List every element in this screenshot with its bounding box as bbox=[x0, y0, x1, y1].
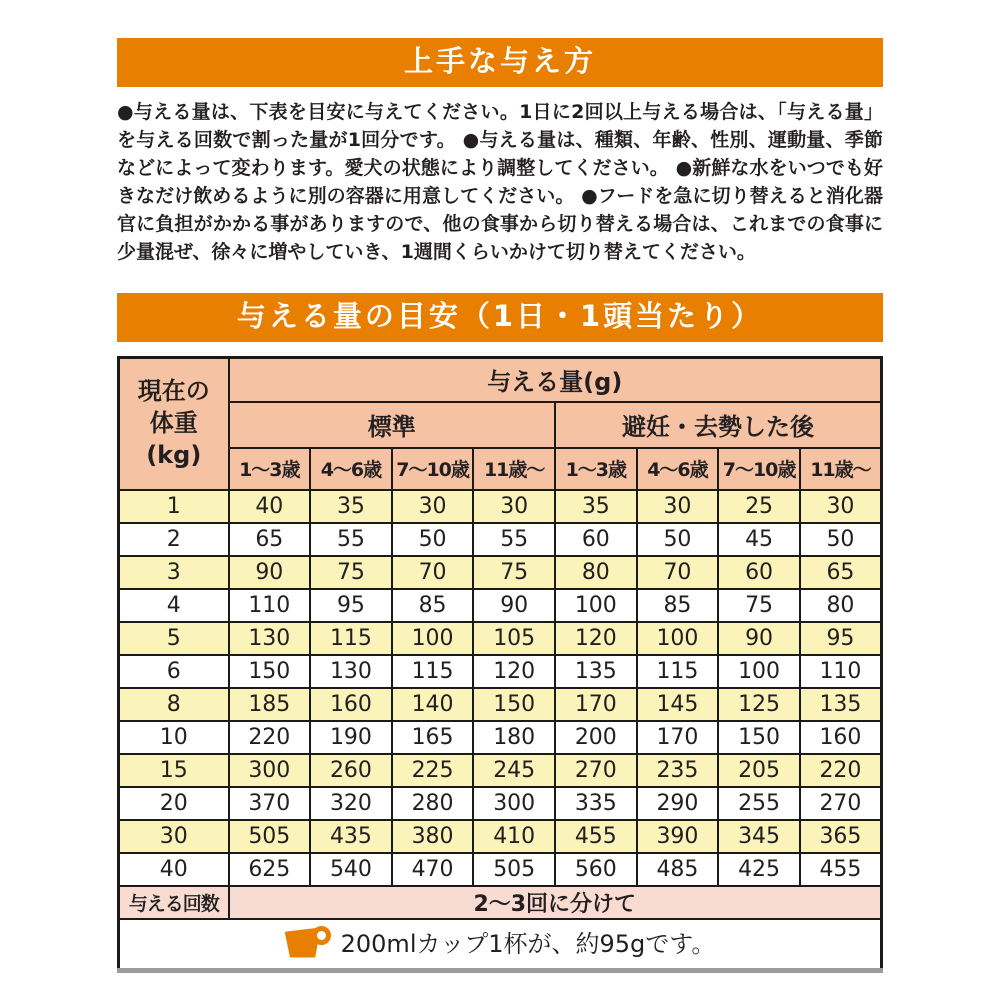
amount-cell: 115 bbox=[310, 622, 392, 655]
amount-cell: 80 bbox=[800, 589, 882, 622]
amount-cell: 90 bbox=[718, 622, 800, 655]
amount-cell: 225 bbox=[392, 754, 474, 787]
amount-cell: 280 bbox=[392, 787, 474, 820]
table-row bbox=[119, 622, 882, 655]
amount-cell: 345 bbox=[718, 820, 800, 853]
table-row bbox=[119, 721, 882, 754]
age-header: 7～10歳 bbox=[718, 448, 800, 490]
header-row-amount bbox=[119, 357, 882, 402]
amount-cell: 55 bbox=[310, 523, 392, 556]
amount-cell: 205 bbox=[718, 754, 800, 787]
amount-cell: 115 bbox=[637, 655, 719, 688]
amount-header: 与える量(g) bbox=[229, 357, 882, 402]
weight-cell: 2 bbox=[119, 523, 229, 556]
amount-cell: 270 bbox=[555, 754, 637, 787]
table-row bbox=[119, 787, 882, 820]
frequency-label: 与える回数 bbox=[119, 886, 229, 919]
amount-cell: 380 bbox=[392, 820, 474, 853]
amount-cell: 455 bbox=[555, 820, 637, 853]
amount-cell: 95 bbox=[800, 622, 882, 655]
weight-column-header bbox=[119, 357, 229, 490]
amount-cell: 85 bbox=[392, 589, 474, 622]
page bbox=[117, 0, 883, 973]
amount-cell: 625 bbox=[229, 853, 311, 886]
amount-cell: 55 bbox=[473, 523, 555, 556]
amount-cell: 40 bbox=[229, 490, 311, 523]
amount-cell: 410 bbox=[473, 820, 555, 853]
weight-header-line: 体重 bbox=[149, 408, 198, 437]
amount-cell: 100 bbox=[555, 589, 637, 622]
amount-cell: 30 bbox=[392, 490, 474, 523]
amount-cell: 390 bbox=[637, 820, 719, 853]
table-row bbox=[119, 820, 882, 853]
weight-cell: 1 bbox=[119, 490, 229, 523]
amount-cell: 220 bbox=[800, 754, 882, 787]
cup-note-row bbox=[119, 919, 882, 971]
amount-cell: 560 bbox=[555, 853, 637, 886]
amount-cell: 160 bbox=[800, 721, 882, 754]
amount-cell: 485 bbox=[637, 853, 719, 886]
amount-cell: 365 bbox=[800, 820, 882, 853]
amount-cell: 90 bbox=[229, 556, 311, 589]
amount-cell: 540 bbox=[310, 853, 392, 886]
feeding-frequency-row bbox=[119, 886, 882, 919]
weight-cell: 15 bbox=[119, 754, 229, 787]
amount-cell: 270 bbox=[800, 787, 882, 820]
group-header-standard: 標準 bbox=[229, 402, 556, 448]
weight-cell: 3 bbox=[119, 556, 229, 589]
amount-cell: 115 bbox=[392, 655, 474, 688]
amount-cell: 50 bbox=[800, 523, 882, 556]
amount-cell: 35 bbox=[555, 490, 637, 523]
table-row bbox=[119, 523, 882, 556]
amount-cell: 185 bbox=[229, 688, 311, 721]
amount-cell: 220 bbox=[229, 721, 311, 754]
section-title-amount-guide: 与える量の目安（1日・1頭当たり） bbox=[117, 293, 883, 342]
amount-cell: 255 bbox=[718, 787, 800, 820]
amount-cell: 260 bbox=[310, 754, 392, 787]
weight-cell: 8 bbox=[119, 688, 229, 721]
amount-cell: 300 bbox=[229, 754, 311, 787]
amount-cell: 505 bbox=[229, 820, 311, 853]
amount-cell: 320 bbox=[310, 787, 392, 820]
table-row bbox=[119, 688, 882, 721]
amount-cell: 135 bbox=[555, 655, 637, 688]
amount-cell: 455 bbox=[800, 853, 882, 886]
amount-cell: 80 bbox=[555, 556, 637, 589]
amount-cell: 200 bbox=[555, 721, 637, 754]
amount-cell: 190 bbox=[310, 721, 392, 754]
header-row-groups bbox=[119, 402, 882, 448]
table-row bbox=[119, 853, 882, 886]
amount-cell: 60 bbox=[718, 556, 800, 589]
age-header: 4～6歳 bbox=[310, 448, 392, 490]
amount-cell: 110 bbox=[800, 655, 882, 688]
amount-cell: 105 bbox=[473, 622, 555, 655]
amount-cell: 165 bbox=[392, 721, 474, 754]
amount-cell: 30 bbox=[473, 490, 555, 523]
weight-cell: 4 bbox=[119, 589, 229, 622]
weight-cell: 30 bbox=[119, 820, 229, 853]
measuring-cup-icon bbox=[285, 926, 331, 958]
amount-cell: 110 bbox=[229, 589, 311, 622]
amount-cell: 235 bbox=[637, 754, 719, 787]
age-header: 11歳～ bbox=[473, 448, 555, 490]
amount-cell: 85 bbox=[637, 589, 719, 622]
weight-cell: 40 bbox=[119, 853, 229, 886]
amount-cell: 150 bbox=[229, 655, 311, 688]
amount-cell: 120 bbox=[473, 655, 555, 688]
feeding-instructions-text: ●与える量は、下表を目安に与えてください。1日に2回以上与える場合は、「与える量」を与える回数で割った量が1回分です。 ●与える量は、種類、年齢、性別、運動量、季節などによって変わります。愛犬の状態により調整してください。 ●新鮮な水をいつでも好きなだけ飲めるように別の容器に用意してください。 ●フードを急に切り替えると消化器官に負担がかかる事がありますので、他の食事から切り替える場合は、これまでの食事に少量混ぜ、徐々に増やしていき、1週間くらいかけて切り替えてください。 bbox=[117, 100, 883, 263]
amount-cell: 170 bbox=[637, 721, 719, 754]
age-header: 1～3歳 bbox=[229, 448, 311, 490]
amount-cell: 130 bbox=[310, 655, 392, 688]
age-header: 11歳～ bbox=[800, 448, 882, 490]
amount-cell: 75 bbox=[310, 556, 392, 589]
weight-cell: 20 bbox=[119, 787, 229, 820]
amount-cell: 35 bbox=[310, 490, 392, 523]
amount-cell: 30 bbox=[637, 490, 719, 523]
amount-cell: 245 bbox=[473, 754, 555, 787]
amount-cell: 60 bbox=[555, 523, 637, 556]
amount-cell: 470 bbox=[392, 853, 474, 886]
amount-cell: 370 bbox=[229, 787, 311, 820]
amount-cell: 140 bbox=[392, 688, 474, 721]
frequency-value: 2～3回に分けて bbox=[229, 886, 882, 919]
amount-cell: 290 bbox=[637, 787, 719, 820]
weight-header-line: 現在の bbox=[137, 377, 210, 406]
amount-cell: 100 bbox=[637, 622, 719, 655]
weight-header-line: (kg) bbox=[146, 440, 202, 469]
cup-note-text: 200mlカップ1杯が、約95gです。 bbox=[340, 930, 716, 959]
amount-cell: 435 bbox=[310, 820, 392, 853]
amount-cell: 135 bbox=[800, 688, 882, 721]
amount-cell: 145 bbox=[637, 688, 719, 721]
weight-cell: 5 bbox=[119, 622, 229, 655]
amount-cell: 120 bbox=[555, 622, 637, 655]
amount-cell: 150 bbox=[473, 688, 555, 721]
age-header: 7～10歳 bbox=[392, 448, 474, 490]
table-row bbox=[119, 754, 882, 787]
amount-cell: 75 bbox=[473, 556, 555, 589]
amount-cell: 90 bbox=[473, 589, 555, 622]
table-row bbox=[119, 655, 882, 688]
amount-cell: 160 bbox=[310, 688, 392, 721]
weight-cell: 6 bbox=[119, 655, 229, 688]
table-row bbox=[119, 589, 882, 622]
amount-cell: 100 bbox=[718, 655, 800, 688]
age-header: 1～3歳 bbox=[555, 448, 637, 490]
amount-cell: 100 bbox=[392, 622, 474, 655]
amount-cell: 70 bbox=[392, 556, 474, 589]
amount-cell: 130 bbox=[229, 622, 311, 655]
amount-cell: 180 bbox=[473, 721, 555, 754]
amount-cell: 65 bbox=[800, 556, 882, 589]
age-header: 4～6歳 bbox=[637, 448, 719, 490]
amount-cell: 95 bbox=[310, 589, 392, 622]
table-row bbox=[119, 556, 882, 589]
amount-cell: 75 bbox=[718, 589, 800, 622]
amount-cell: 50 bbox=[637, 523, 719, 556]
amount-cell: 65 bbox=[229, 523, 311, 556]
amount-cell: 505 bbox=[473, 853, 555, 886]
amount-cell: 70 bbox=[637, 556, 719, 589]
amount-cell: 170 bbox=[555, 688, 637, 721]
amount-cell: 425 bbox=[718, 853, 800, 886]
feeding-amount-table bbox=[117, 356, 883, 973]
amount-cell: 50 bbox=[392, 523, 474, 556]
table-row bbox=[119, 490, 882, 523]
group-header-neutered: 避妊・去勢した後 bbox=[555, 402, 882, 448]
amount-cell: 25 bbox=[718, 490, 800, 523]
amount-cell: 30 bbox=[800, 490, 882, 523]
amount-cell: 125 bbox=[718, 688, 800, 721]
amount-cell: 335 bbox=[555, 787, 637, 820]
amount-cell: 150 bbox=[718, 721, 800, 754]
weight-cell: 10 bbox=[119, 721, 229, 754]
amount-cell: 300 bbox=[473, 787, 555, 820]
header-row-ages bbox=[119, 448, 882, 490]
section-title-feeding-method: 上手な与え方 bbox=[117, 38, 883, 87]
amount-cell: 45 bbox=[718, 523, 800, 556]
